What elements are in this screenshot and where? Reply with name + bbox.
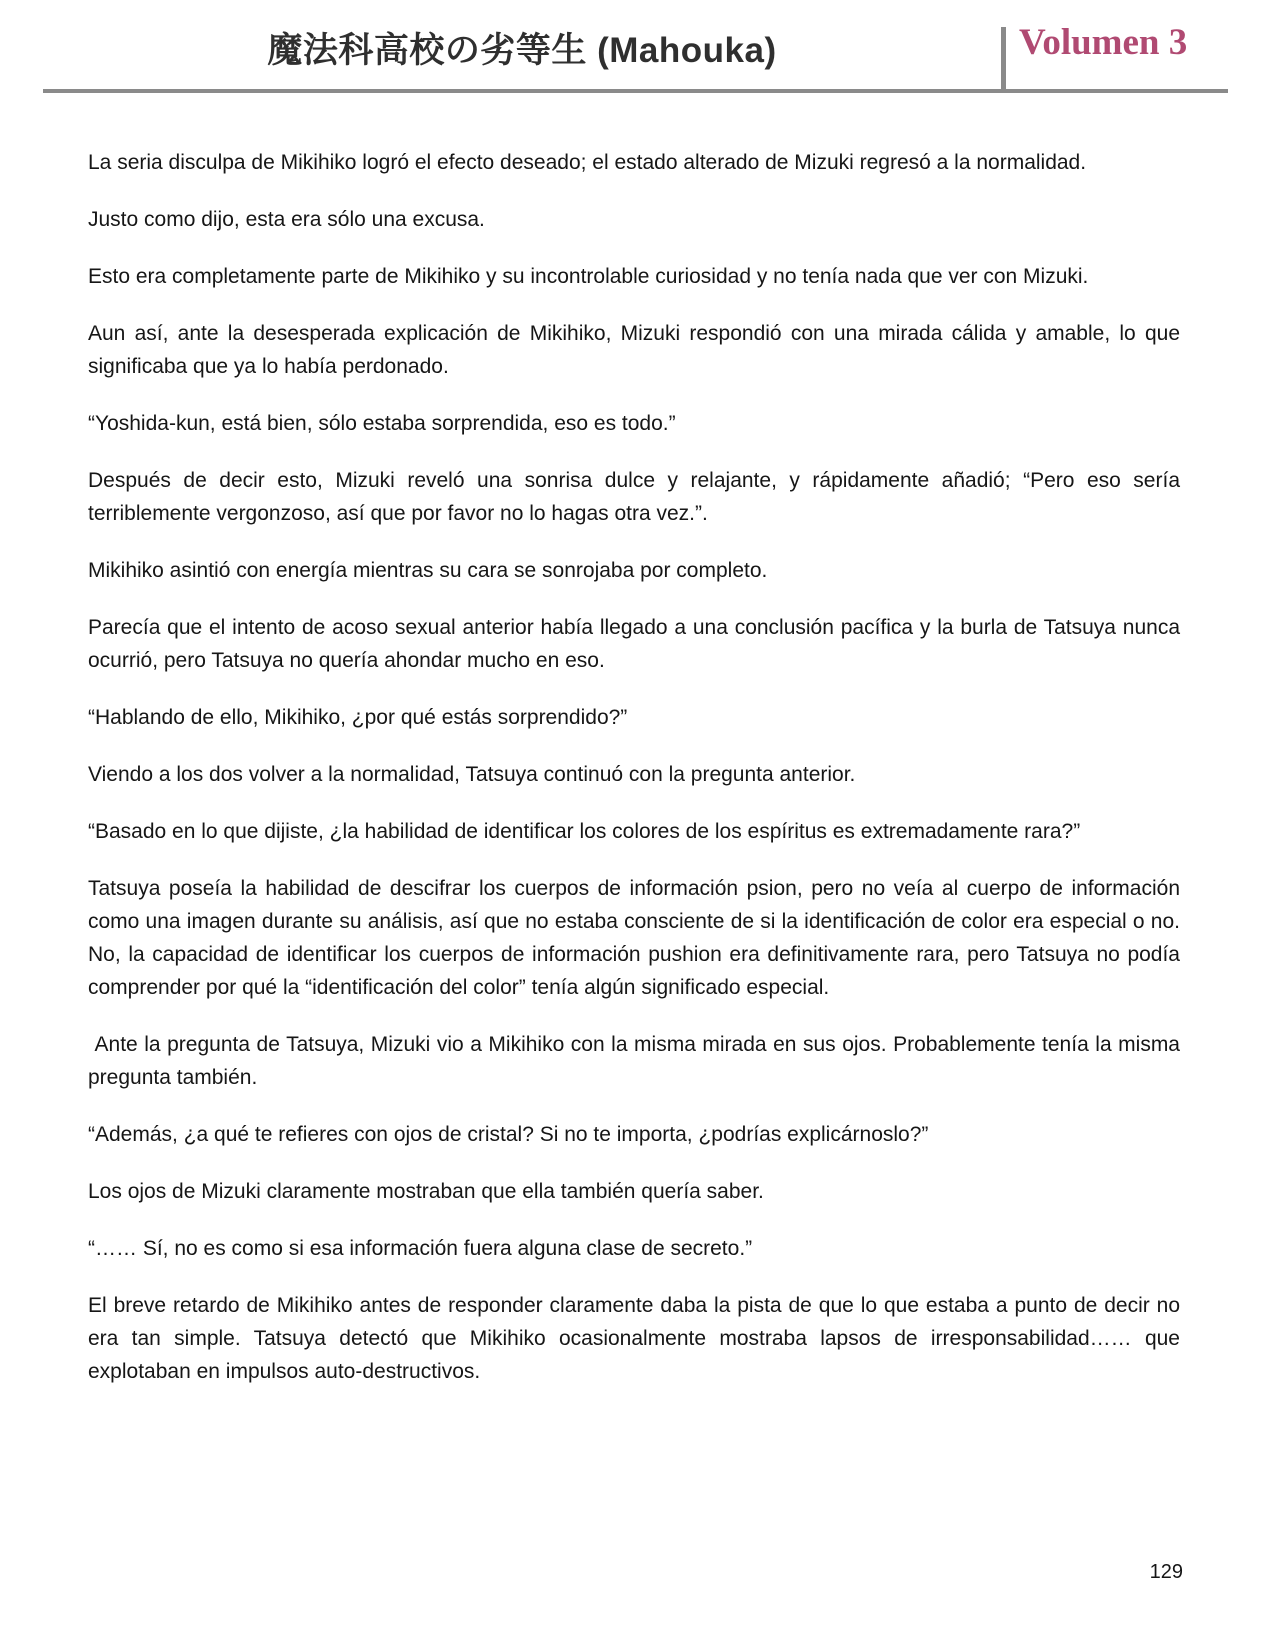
page-number: 129 [1149,1561,1183,1583]
paragraph: Parecía que el intento de acoso sexual anterior había llegado a una conclusión pacífica y la burla de Tatsuya nunca ocurrió, pero Tatsuya no quería ahondar mucho en eso. [88,616,1180,672]
paragraph: “Yoshida-kun, está bien, sólo estaba sorprendida, eso es todo.” [88,412,676,435]
paragraph: “Hablando de ello, Mikihiko, ¿por qué estás sorprendido?” [88,706,628,729]
paragraph: Los ojos de Mizuki claramente mostraban que ella también quería saber. [88,1180,764,1203]
page-title: 魔法科高校の劣等生 (Mahouka) [267,30,777,70]
paragraph: El breve retardo de Mikihiko antes de responder claramente daba la pista de que lo que estaba a punto de decir no era tan simple. Tatsuya detectó que Mikihiko ocasionalmente mostraba lapsos de irresponsabilidad…… que explotaban en impulsos auto-destructivos. [88,1294,1180,1383]
paragraph: Justo como dijo, esta era sólo una excusa. [88,208,485,231]
paragraph: “Basado en lo que dijiste, ¿la habilidad de identificar los colores de los espíritus es extremadamente rara?” [88,820,1081,843]
paragraph: “Además, ¿a qué te refieres con ojos de cristal? Si no te importa, ¿podrías explicárnoslo?” [88,1123,929,1146]
header-volume-area [1006,0,1228,89]
paragraph: Mikihiko asintió con energía mientras su cara se sonrojaba por completo. [88,559,768,582]
paragraph: Tatsuya poseía la habilidad de descifrar los cuerpos de información psion, pero no veía al cuerpo de información como una imagen durante su análisis, así que no estaba consciente de si la identificación de color era especial o no. No, la capacidad de identificar los cuerpos de información pushion era definitivamente rara, pero Tatsuya no podía comprender por qué la “identificación del color” tenía algún significado especial. [88,877,1180,999]
paragraph: Ante la pregunta de Tatsuya, Mizuki vio a Mikihiko con la misma mirada en sus ojos. Probablemente tenía la misma pregunta también. [88,1033,1180,1089]
header-title-area [43,0,1001,89]
paragraph: Aun así, ante la desesperada explicación de Mikihiko, Mizuki respondió con una mirada cálida y amable, lo que significaba que ya lo había perdonado. [88,322,1180,378]
paragraph: Esto era completamente parte de Mikihiko y su incontrolable curiosidad y no tenía nada que ver con Mizuki. [88,265,1089,288]
page-body [88,146,1180,1412]
volume-label: Volumen 3 [1019,22,1188,63]
paragraph: “…… Sí, no es como si esa información fuera alguna clase de secreto.” [88,1237,753,1260]
paragraph: La seria disculpa de Mikihiko logró el efecto deseado; el estado alterado de Mizuki regresó a la normalidad. [88,151,1087,174]
paragraph: Después de decir esto, Mizuki reveló una sonrisa dulce y relajante, y rápidamente añadió; “Pero eso sería terriblemente vergonzoso, así que por favor no lo hagas otra vez.”. [88,469,1180,525]
paragraph: Viendo a los dos volver a la normalidad, Tatsuya continuó con la pregunta anterior. [88,763,856,786]
page-header [43,0,1228,93]
